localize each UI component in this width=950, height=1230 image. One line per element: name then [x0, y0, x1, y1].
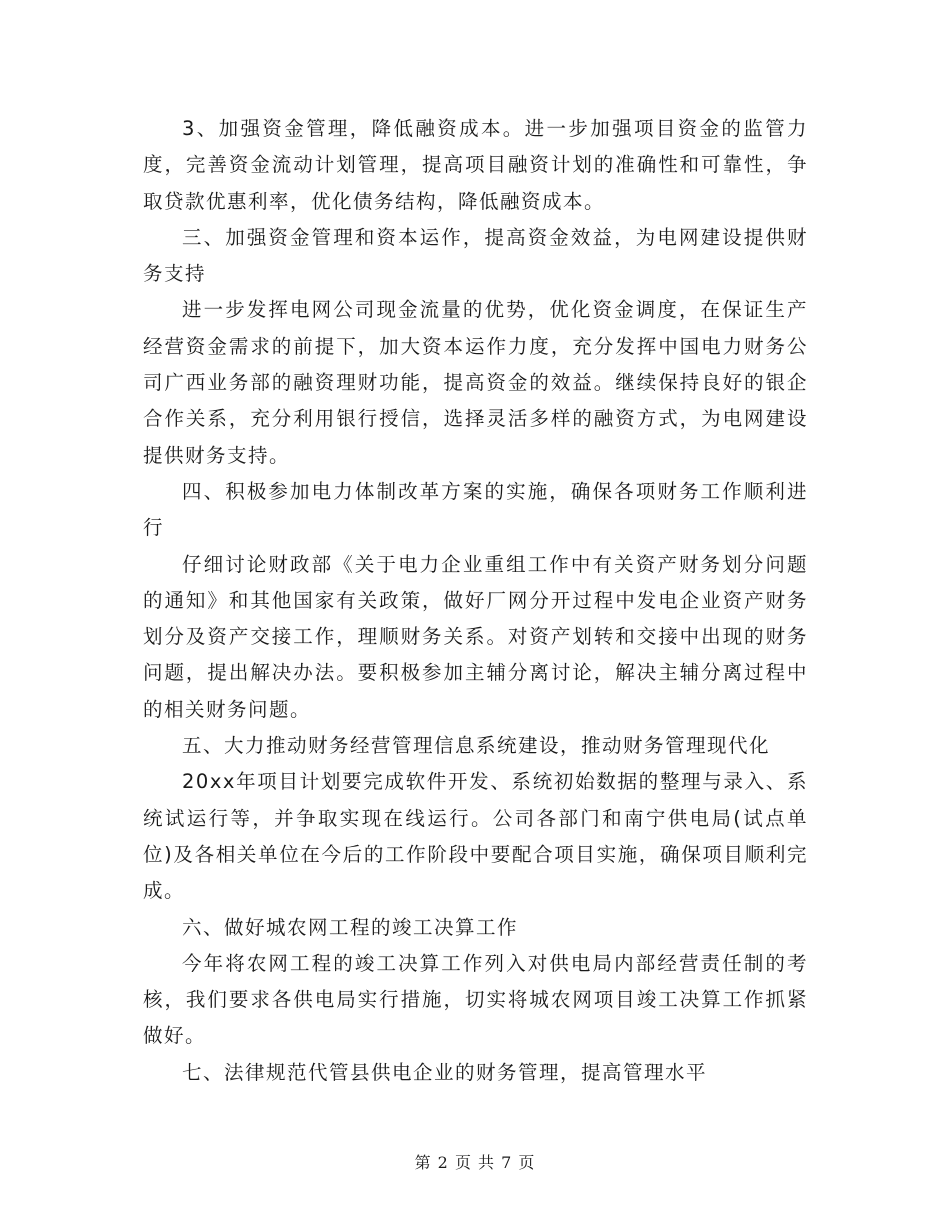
- document-body: [143, 111, 808, 1091]
- paragraph-cash-flow: 进一步发挥电网公司现金流量的优势，优化资金调度，在保证生产经营资金需求的前提下，加大资本运作力度，充分发挥中国电力财务公司广西业务部的融资理财功能，提高资金的效益。继续保持良好的银企合作关系，充分利用银行授信，选择灵活多样的融资方式，为电网建设提供财务支持。: [143, 298, 808, 467]
- paragraph-project-plan: 20xx年项目计划要完成软件开发、系统初始数据的整理与录入、系统试运行等，并争取实现在线运行。公司各部门和南宁供电局(试点单位)及各相关单位在今后的工作阶段中要配合项目实施，确保项目顺利完成。: [143, 770, 808, 903]
- heading-section-five: 五、大力推动财务经营管理信息系统建设，推动财务管理现代化: [182, 734, 771, 758]
- paragraph-asset-division: 仔细讨论财政部《关于电力企业重组工作中有关资产财务划分问题的通知》和其他国家有关政策，做好厂网分开过程中发电企业资产财务划分及资产交接工作，理顺财务关系。对资产划转和交接中出现的财务问题，提出解决办法。要积极参加主辅分离讨论，解决主辅分离过程中的相关财务问题。: [143, 552, 808, 721]
- paragraph-final-accounts: 今年将农网工程的竣工决算工作列入对供电局内部经营责任制的考核，我们要求各供电局实行措施，切实将城农网项目竣工决算工作抓紧做好。: [143, 951, 808, 1048]
- heading-section-seven: 七、法律规范代管县供电企业的财务管理，提高管理水平: [182, 1060, 708, 1084]
- heading-section-four: 四、积极参加电力体制改革方案的实施，确保各项财务工作顺利进行: [143, 479, 808, 540]
- page-number: 第 2 页 共 7 页: [414, 1153, 536, 1172]
- page-footer: [0, 1153, 950, 1173]
- heading-section-six: 六、做好城农网工程的竣工决算工作: [182, 915, 519, 939]
- paragraph-funds-management: 3、加强资金管理，降低融资成本。进一步加强项目资金的监管力度，完善资金流动计划管理，提高项目融资计划的准确性和可靠性，争取贷款优惠利率，优化债务结构，降低融资成本。: [143, 117, 808, 213]
- heading-section-three: 三、加强资金管理和资本运作，提高资金效益，为电网建设提供财务支持: [143, 225, 808, 286]
